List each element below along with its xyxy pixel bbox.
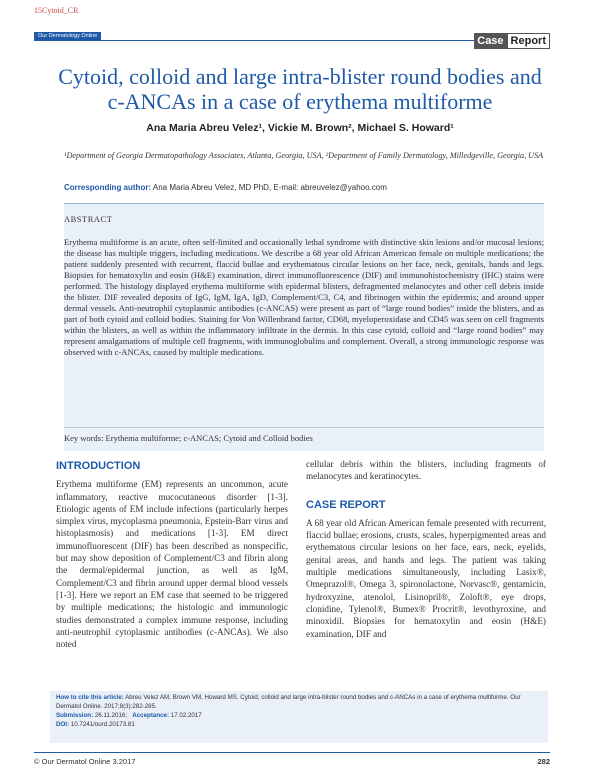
badge-case: Case xyxy=(474,33,506,49)
corresponding-value: Ana Maria Abreu Velez, MD PhD, E-mail: abreuvelez@yahoo.com xyxy=(151,183,387,192)
article-title: Cytoid, colloid and large intra-blister round bodies and c-ANCAs in a case of erythema multiforme xyxy=(58,64,542,114)
introduction-text: Erythema multiforme (EM) represents an uncommon, acute inflammatory, reactive mucocutaneous disorder [1-3]. Etiologic agents of EM include infections (particularly herpes simplex virus, mycoplasma pneumonia, Epstein-Barr virus and histoplasmosis) and medications [1-3]. EM direct immunofluorescent (DIF) has been described as nonspecific, but may show deposition of Complement/C3 and fibrin along the dermal/epidermal junction, as well as IgM, Complement/C3 and fibrin around upper dermal blood vessels [1-3]. Here we report an EM case that seemed to be triggered by multiple medications; the histologic and immunologic studies demonstrated a complex immune response, including anti-neutrophil cytoplasmic antibodies (c-ANCAs). We also noted xyxy=(56,479,288,650)
corresponding-label: Corresponding author: xyxy=(64,183,152,192)
badge-report: Report xyxy=(507,33,550,49)
article-code: 15Cytoid_CR xyxy=(34,6,79,15)
submission-label: Submission: xyxy=(56,712,94,719)
abstract-divider xyxy=(64,427,544,428)
footer-rule xyxy=(34,752,550,753)
corresponding-author xyxy=(64,183,387,192)
citation-text: Abreu Velez AM, Brown VM, Howard MS. Cytoid, colloid and large intra-blister round bodies and c-ANCAs in a case of erythema multiforme. Our Dermatol Online. 2017;8(3):282-285. xyxy=(56,694,521,710)
introduction-heading: INTRODUCTION xyxy=(56,460,141,472)
author-list: Ana Maria Abreu Velez¹, Vickie M. Brown², Michael S. Howard¹ xyxy=(146,122,454,134)
acceptance-value: 17.02.2017 xyxy=(169,712,202,719)
citation-label: How to cite this article: xyxy=(56,694,124,701)
submission-value: 26.11.2016; xyxy=(93,712,128,719)
keywords: Key words: Erythema multiforme; c-ANCAS; Cytoid and Colloid bodies xyxy=(64,433,313,443)
doi-value: 10.7241/ourd.20173.81 xyxy=(69,721,135,728)
abstract-box xyxy=(64,203,544,451)
abstract-heading: ABSTRACT xyxy=(64,214,113,224)
page-number: 282 xyxy=(537,757,550,766)
right-column xyxy=(306,458,546,640)
journal-tab: Our Dermatology Online xyxy=(34,32,101,40)
header-rule xyxy=(34,40,550,41)
affiliations: ¹Department of Georgia Dermatopathology Associates, Atlanta, Georgia, USA, ²Department of Family Dermatology, Milledgeville, Georgia, USA xyxy=(64,151,544,160)
abstract-text: Erythema multiforme is an acute, often self-limited and occasionally lethal syndrome with distinctive skin lesions and/or mucosal lesions; the disease has multiple triggers, including medications. We describe a 68 year old African American female on multiple medications; the patient suddenly presented with recurrent, flaccid bullae and erythematous circular lesions on her face, neck, genitals, hands and legs. Biopsies for hematoxylin and eosin (H&E) examination, direct immunofluorescence (DIF) and immunohistochemistry (IHC) stains were performed. The histology displayed erythema multiforme with epidermal blisters, defragmented melanocytes and other cell debris inside the blister. DIF revealed deposits of IgG, IgM, IgA, IgD, Complement/C3, C4, and fibrinogen within the epidermis; and around upper dermal vessels. Anti-neutrophil cytoplasmic antibodies (c-ANCAS) were present as part of “large round bodies” inside the blisters, and as part of both cytoid and colloid bodies. Staining for Von Willenbrand factor, CD68, myeloperoxidase and CD45 was seen on cell fragments within the blisters, as well as within the inflammatory infiltrate in the dermis. In this case cytoid, colloid and “large round bodies” may represent amalgamations of multiple cell fragments, with immunoglobulins and complement. Overall, a strong immunologic response was observed with c-ANCAs, caused by multiple medications. xyxy=(64,237,544,357)
doi-label: DOI: xyxy=(56,721,70,728)
left-column xyxy=(56,458,288,650)
citation-box xyxy=(50,691,548,743)
footer-copyright: © Our Dermatol Online 3.2017 xyxy=(34,757,136,766)
case-report-badge xyxy=(474,33,550,49)
acceptance-label: Acceptance: xyxy=(132,712,170,719)
doi-line xyxy=(56,720,542,729)
case-report-text: A 68 year old African American female presented with recurrent, flaccid bullae; erosions, crusts, scales, hyperpigmented areas and erythematous circular lesions on her face, ears, neck, eyelids, genital areas, and hands and legs. The patient was taking multiple medications simultaneously, including Lasix®, Omeprazol®, Omega 3, spironolactone, Norvasc®, gentamicin, hydroxyzine, atenolol, Lisinopril®, Zoloft®, eye drops, clonidine, Tylenol®, Bumex® Procrit®, levothyroxine, and minoxidil. Biopsies for hematoxylin and eosin (H&E) examination, DIF and xyxy=(306,517,546,639)
dates-line xyxy=(56,711,542,720)
introduction-continuation: cellular debris within the blisters, including fragments of melanocytes and keratinocytes. xyxy=(306,459,546,482)
citation-line xyxy=(56,693,542,711)
case-report-heading: CASE REPORT xyxy=(306,498,386,511)
